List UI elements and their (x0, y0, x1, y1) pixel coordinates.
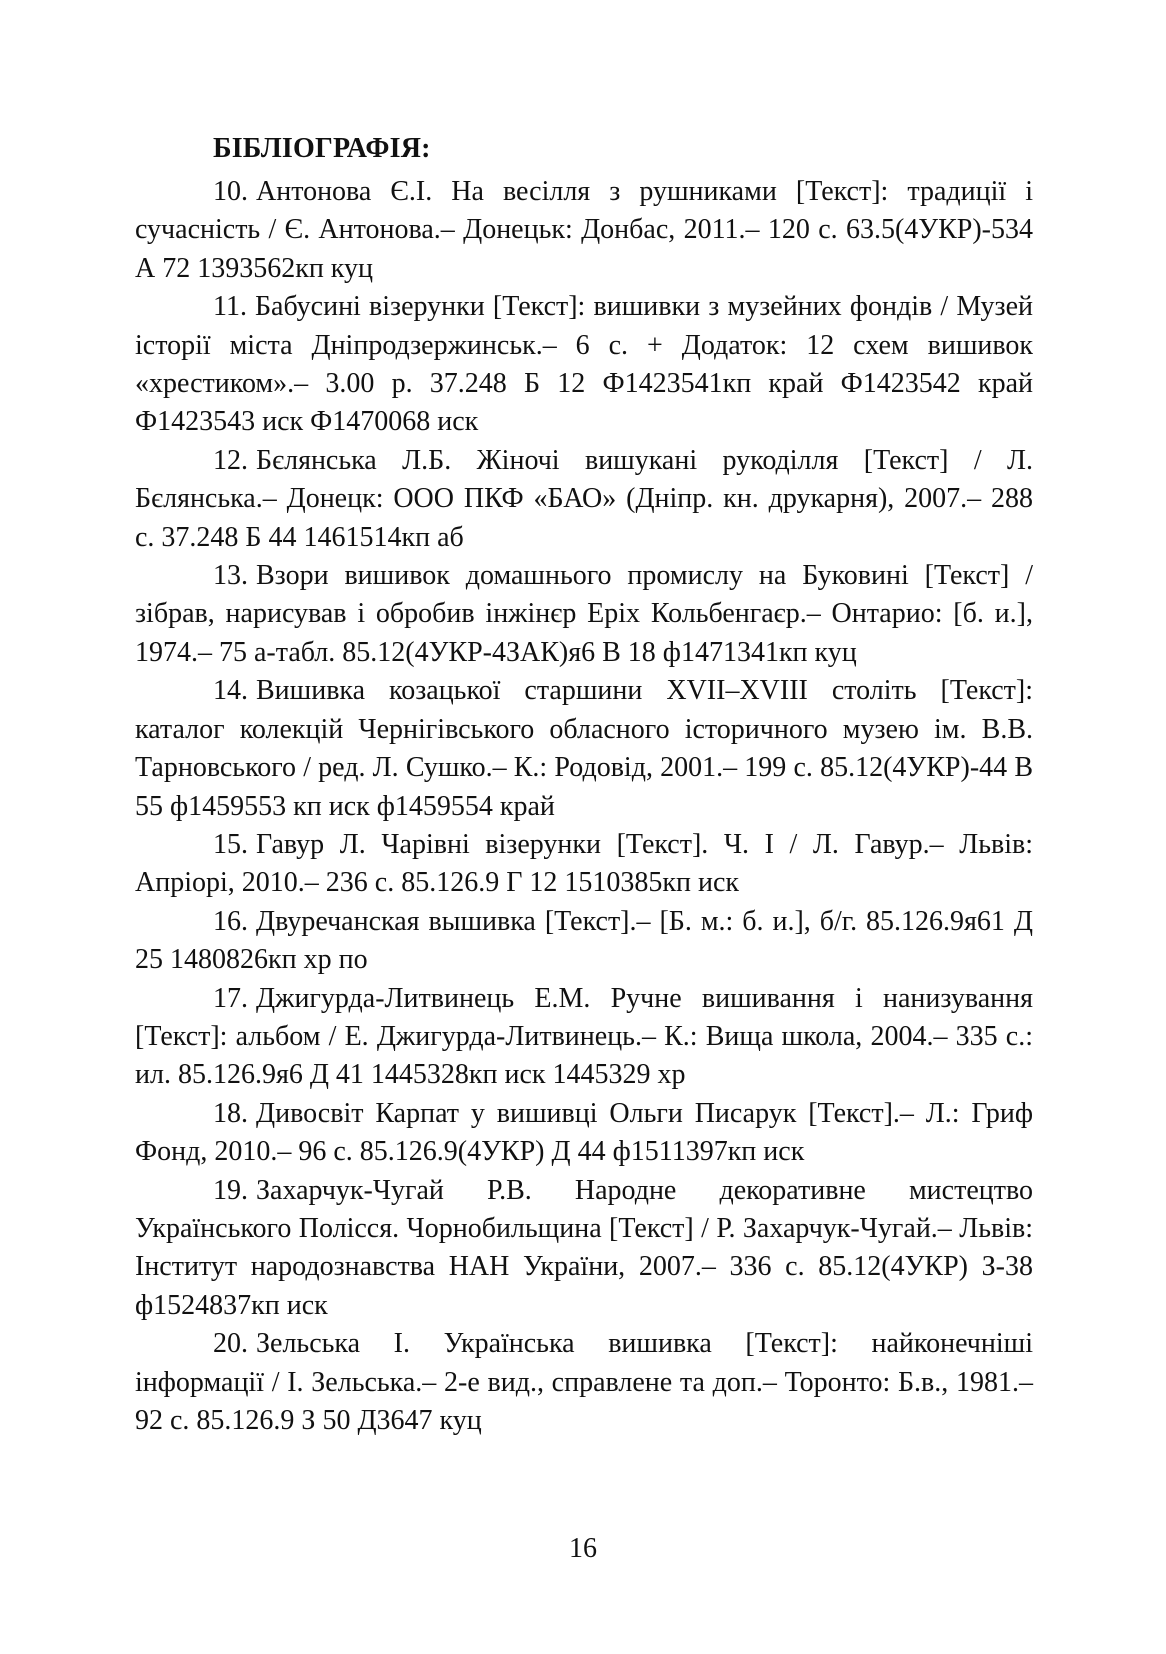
bibliography-entry (135, 1325, 1033, 1440)
bibliography-heading: БІБЛІОГРАФІЯ: (213, 133, 431, 164)
entry-text: Антонова Є.І. На весілля з рушниками [Текст]: традиції і сучасність / Є. Антонова.– Донецьк: Донбас, 2011.– 120 с. 63.5(4УКР)-534 А 72 1393562кп куц (135, 176, 1033, 284)
entry-text: Гавур Л. Чарівні візерунки [Текст]. Ч. І / Л. Гавур.– Львів: Апріорі, 2010.– 236 с. 85.126.9 Г 12 1510385кп иск (135, 828, 1033, 899)
entry-text: Захарчук-Чугай Р.В. Народне декоративне мистецтво Українського Полісся. Чорнобильщина [Текст] / Р. Захарчук-Чугай.– Львів: Інститут народознавства НАН України, 2007.– 336 с. 85.12(4УКР) З-38 ф1524837кп иск (135, 1174, 1033, 1321)
entry-number: 19. (213, 1174, 248, 1206)
entry-number: 16. (213, 905, 248, 937)
bibliography-entry (135, 1172, 1033, 1326)
entry-text: Двуречанская вышивка [Текст].– [Б. м.: б. и.], б/г. 85.126.9я61 Д 25 1480826кп хр по (135, 905, 1033, 976)
entry-number: 15. (213, 828, 248, 860)
entry-number: 17. (213, 982, 248, 1014)
bibliography-entry (135, 288, 1033, 442)
entry-text: Взори вишивок домашнього промислу на Буковині [Текст] / зібрав, нарисував і обробив інжінєр Еріх Кольбенгаєр.– Онтарио: [б. и.], 1974.– 75 а-табл. 85.12(4УКР-4ЗАК)я6 В 18 ф1471341кп куц (135, 560, 1033, 668)
page-number: 16 (569, 1533, 597, 1564)
entry-text: Дивосвіт Карпат у вишивці Ольги Писарук [Текст].– Л.: Гриф Фонд, 2010.– 96 с. 85.126.9(4УКР) Д 44 ф1511397кп иск (135, 1097, 1033, 1168)
entry-text: Бєлянська Л.Б. Жіночі вишукані рукоділля [Текст] / Л. Бєлянська.– Донецк: ООО ПКФ «БАО» (Дніпр. кн. друкарня), 2007.– 288 с. 37.248 Б 44 1461514кп аб (135, 444, 1033, 553)
entry-text: Бабусині візерунки [Текст]: вишивки з музейних фондів / Музей історії міста Дніпродзержинськ.– 6 с. + Додаток: 12 схем вишивок «хрестиком».– 3.00 р. 37.248 Б 12 Ф1423541кп край Ф1423542 край Ф1423543 иск Ф1470068 иск (135, 291, 1033, 438)
entry-number: 18. (213, 1097, 248, 1129)
entry-number: 20. (213, 1328, 248, 1360)
entry-number: 12. (213, 444, 248, 476)
bibliography-entry (135, 672, 1033, 826)
entry-number: 13. (213, 560, 248, 592)
bibliography-entry (135, 826, 1033, 903)
bibliography-section (135, 131, 1033, 1440)
entry-number: 10. (213, 176, 248, 207)
entry-text: Зельська І. Українська вишивка [Текст]: найконечніші інформації / І. Зельська.– 2-е вид., справлене та доп.– Торонто: Б.в., 1981.– 92 с. 85.126.9 З 50 Д3647 куц (135, 1328, 1033, 1436)
bibliography-entry (135, 903, 1033, 980)
entry-text: Джигурда-Литвинець Е.М. Ручне вишивання і нанизування [Текст]: альбом / Е. Джигурда-Литвинець.– К.: Вища школа, 2004.– 335 с.: ил. 85.126.9я6 Д 41 1445328кп иск 1445329 хр (135, 982, 1033, 1091)
bibliography-entry (135, 1095, 1033, 1172)
entry-number: 11. (213, 291, 247, 323)
bibliography-entry (135, 557, 1033, 672)
bibliography-entry (135, 173, 1033, 288)
entry-text: Вишивка козацької старшини XVII–XVIII століть [Текст]: каталог колекцій Чернігівського обласного історичного музею ім. В.В. Тарновського / ред. Л. Сушко.– К.: Родовід, 2001.– 199 с. 85.12(4УКР)-44 В 55 ф1459553 кп иск ф1459554 край (135, 675, 1033, 822)
bibliography-entry (135, 980, 1033, 1095)
entry-number: 14. (213, 675, 248, 707)
bibliography-entry (135, 442, 1033, 557)
